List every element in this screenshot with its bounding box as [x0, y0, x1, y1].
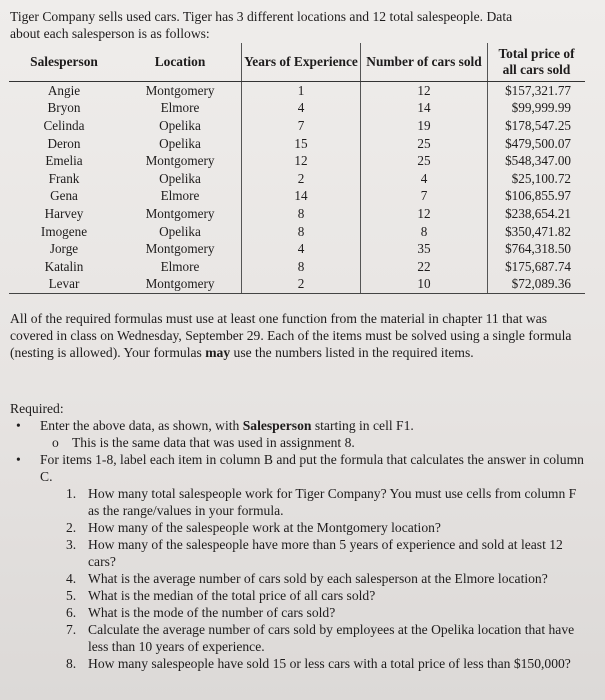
question-item — [10, 655, 590, 672]
intro-text — [10, 8, 600, 42]
cars-sold-cell: 10 — [361, 276, 488, 294]
location-cell: Montgomery — [119, 276, 242, 294]
years-cell: 8 — [242, 258, 361, 276]
cars-sold-cell: 35 — [361, 240, 488, 258]
table-header-row — [9, 43, 585, 82]
question-item — [10, 621, 590, 655]
salesperson-cell: Celinda — [43, 117, 85, 133]
salesperson-cell: Emelia — [45, 153, 83, 169]
cars-sold-cell: 7 — [361, 188, 488, 206]
numbered-questions — [10, 485, 590, 672]
bullet1-pre: Enter the above data, as shown, with — [40, 418, 243, 433]
bullet-dot-icon: • — [16, 418, 21, 433]
question-number: 6. — [66, 605, 77, 620]
question-number: 5. — [66, 588, 77, 603]
cars-sold-cell: 4 — [361, 170, 488, 188]
question-item — [10, 536, 590, 570]
location-cell: Montgomery — [119, 240, 242, 258]
years-cell: 4 — [242, 240, 361, 258]
question-item — [10, 604, 590, 621]
location-cell: Montgomery — [119, 82, 242, 100]
years-cell: 2 — [242, 276, 361, 294]
table-row — [9, 117, 585, 135]
table-row — [9, 188, 585, 206]
location-cell: Opelika — [119, 223, 242, 241]
question-item — [10, 519, 590, 536]
location-cell: Elmore — [119, 100, 242, 118]
table-row — [9, 240, 585, 258]
table-row — [9, 276, 585, 294]
total-price-cell: $350,471.82 — [505, 223, 571, 239]
salesperson-cell: Jorge — [49, 241, 79, 257]
required-heading: Required: — [10, 401, 64, 416]
total-price-cell: $25,100.72 — [511, 170, 571, 186]
table-row — [9, 223, 585, 241]
bullet2-text: For items 1-8, label each item in column B and put the formula that calculates the answer in column C. — [40, 452, 584, 484]
years-cell: 8 — [242, 223, 361, 241]
paragraph-may: may — [205, 345, 231, 360]
cars-sold-cell: 12 — [361, 82, 488, 100]
location-cell: Opelika — [119, 135, 242, 153]
sub-bullet-same-data — [10, 434, 590, 451]
location-cell: Opelika — [119, 117, 242, 135]
total-price-cell: $479,500.07 — [505, 135, 571, 151]
header-total-price: Total price of all cars sold — [488, 43, 586, 82]
total-price-cell: $72,089.36 — [488, 276, 586, 294]
years-cell: 14 — [242, 188, 361, 206]
total-price-cell: $238,654.21 — [505, 205, 571, 221]
question-text: How many of the salespeople have more than 5 years of experience and sold at least 12 cars? — [88, 537, 563, 569]
years-cell: 7 — [242, 117, 361, 135]
question-number: 8. — [66, 656, 77, 671]
total-price-cell: $157,321.77 — [505, 82, 571, 98]
table-row — [9, 135, 585, 153]
table-row — [9, 205, 585, 223]
location-cell: Montgomery — [119, 205, 242, 223]
salesperson-table — [9, 43, 585, 294]
question-number: 2. — [66, 520, 77, 535]
salesperson-cell: Angie — [47, 82, 81, 98]
question-number: 7. — [66, 622, 77, 637]
salesperson-cell: Frank — [48, 170, 80, 186]
cars-sold-cell: 12 — [361, 205, 488, 223]
question-number: 1. — [66, 486, 77, 501]
question-item — [10, 587, 590, 604]
cars-sold-cell: 8 — [361, 223, 488, 241]
total-price-cell: $175,687.74 — [505, 258, 571, 274]
cars-sold-cell: 25 — [361, 152, 488, 170]
header-years-experience: Years of Experience — [242, 43, 361, 82]
years-cell: 1 — [242, 82, 361, 100]
question-text: Calculate the average number of cars sold by employees at the Opelika location that have less than 10 years of experience. — [88, 622, 575, 654]
total-price-cell: $106,855.97 — [505, 188, 571, 204]
paragraph-part-1: All of the required formulas must use at least one function from the material in chapter 11 that was covered in class on Wednesday, September 29. Each of the items must be solved using a single formula (nesting is allowed). Your formulas — [10, 311, 572, 360]
location-cell: Elmore — [119, 258, 242, 276]
salesperson-cell: Harvey — [44, 205, 84, 221]
question-text: What is the average number of cars sold by each salesperson at the Elmore location? — [88, 571, 548, 586]
table-row — [9, 170, 585, 188]
question-text: What is the median of the total price of all cars sold? — [88, 588, 376, 603]
years-cell: 4 — [242, 100, 361, 118]
question-text: How many total salespeople work for Tiger Company? You must use cells from column F as the range/values in your formula. — [88, 486, 577, 518]
question-item — [10, 570, 590, 587]
question-number: 3. — [66, 537, 77, 552]
location-cell: Montgomery — [119, 152, 242, 170]
instructions-paragraph — [10, 310, 585, 361]
total-price-cell: $178,547.25 — [505, 117, 571, 133]
table-row — [9, 100, 585, 118]
intro-line-1: Tiger Company sells used cars. Tiger has 3 different locations and 12 total salespeople. Data — [10, 9, 513, 24]
salesperson-cell: Imogene — [40, 223, 88, 239]
cars-sold-cell: 14 — [361, 100, 488, 118]
salesperson-cell: Gena — [50, 188, 78, 204]
table-row — [9, 258, 585, 276]
total-price-cell: $548,347.00 — [505, 153, 571, 169]
question-text: What is the mode of the number of cars sold? — [88, 605, 336, 620]
paragraph-part-2: use the numbers listed in the required items. — [230, 345, 474, 360]
years-cell: 12 — [242, 152, 361, 170]
salesperson-cell: Bryon — [47, 100, 81, 116]
years-cell: 15 — [242, 135, 361, 153]
question-text: How many salespeople have sold 15 or less cars with a total price of less than $150,000? — [88, 656, 571, 671]
salesperson-cell: Levar — [9, 276, 119, 294]
total-price-cell: $764,318.50 — [505, 241, 571, 257]
total-price-cell: $99,999.99 — [511, 100, 571, 116]
question-number: 4. — [66, 571, 77, 586]
salesperson-cell: Deron — [47, 135, 81, 151]
years-cell: 2 — [242, 170, 361, 188]
table-row — [9, 152, 585, 170]
salesperson-cell: Katalin — [44, 258, 84, 274]
bullet1-post: starting in cell F1. — [311, 418, 414, 433]
location-cell: Opelika — [119, 170, 242, 188]
bullet-dot-icon: • — [16, 452, 21, 467]
sub1-text: This is the same data that was used in assignment 8. — [72, 435, 355, 450]
header-location: Location — [119, 43, 242, 82]
required-section — [10, 400, 590, 672]
question-item — [10, 485, 590, 519]
ring-bullet-icon: o — [52, 435, 59, 450]
bullet-items-1-8 — [10, 451, 590, 485]
intro-line-2: about each salesperson is as follows: — [10, 26, 210, 41]
cars-sold-cell: 25 — [361, 135, 488, 153]
header-salesperson: Salesperson — [9, 43, 119, 82]
bullet1-bold: Salesperson — [242, 418, 312, 433]
location-cell: Elmore — [119, 188, 242, 206]
header-number-of-cars: Number of cars sold — [361, 43, 488, 82]
cars-sold-cell: 19 — [361, 117, 488, 135]
years-cell: 8 — [242, 205, 361, 223]
bullet-enter-data — [10, 417, 590, 434]
table-row — [9, 82, 585, 100]
question-text: How many of the salespeople work at the Montgomery location? — [88, 520, 441, 535]
cars-sold-cell: 22 — [361, 258, 488, 276]
